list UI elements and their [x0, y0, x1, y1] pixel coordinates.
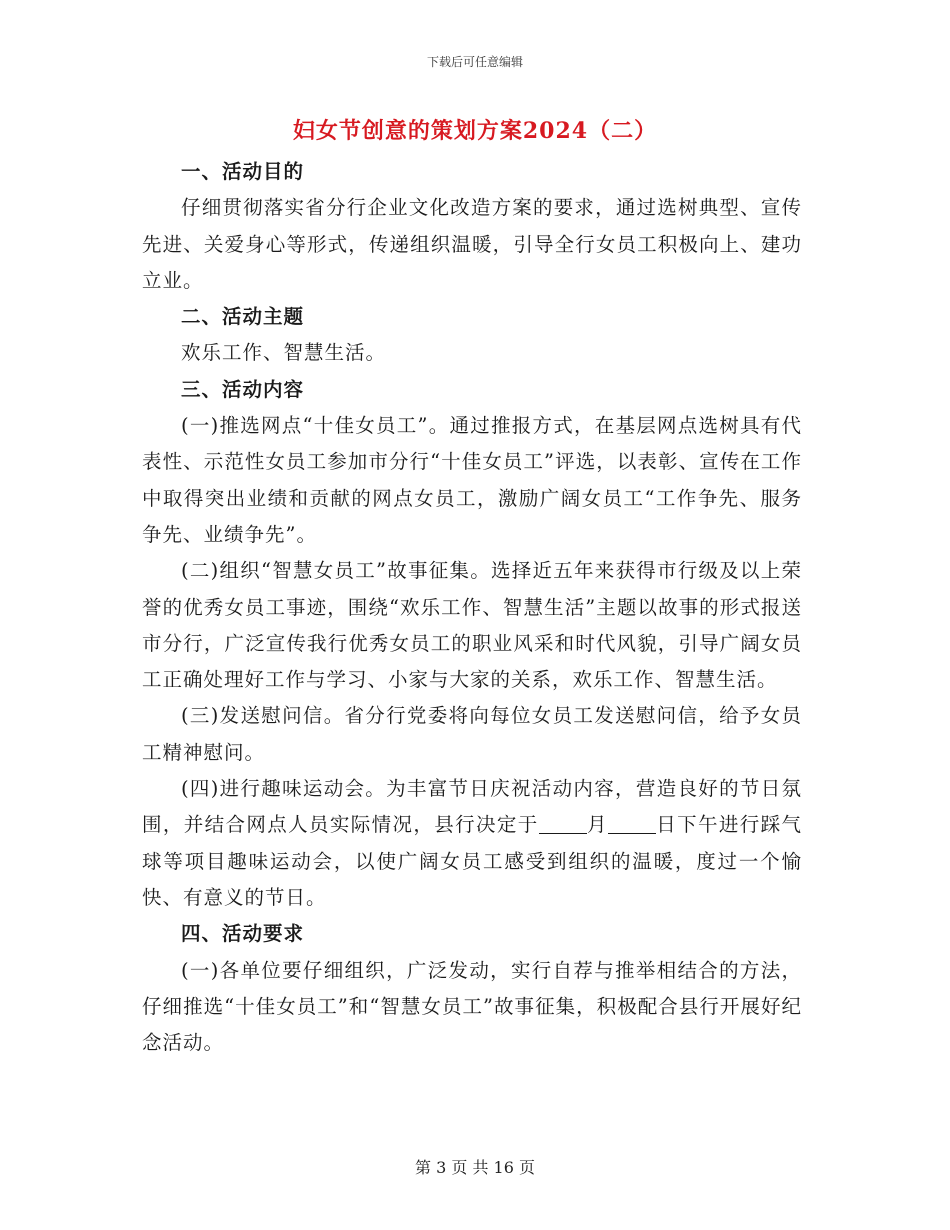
page-number: 第 3 页 共 16 页	[415, 1158, 535, 1177]
paragraph: (一)推选网点“十佳女员工”。通过推报方式，在基层网点选树具有代表性、示范性女员工参加市分行“十佳女员工”评选，以表彰、宣传在工作中取得突出业绩和贡献的网点女员工，激励广阔女员工“工作争先、服务争先、业绩争先”。	[142, 414, 802, 546]
paragraph: (一)各单位要仔细组织，广泛发动，实行自荐与推举相结合的方法，仔细推选“十佳女员工”和“智慧女员工”故事征集，积极配合县行开展好纪念活动。	[142, 958, 802, 1055]
paragraph: (三)发送慰问信。省分行党委将向每位女员工发送慰问信，给予女员工精神慰问。	[142, 704, 802, 764]
paragraph: (二)组织“智慧女员工”故事征集。选择近五年来获得市行级及以上荣誉的优秀女员工事迹，围绕“欢乐工作、智慧生活”主题以故事的形式报送市分行，广泛宣传我行优秀女员工的职业风采和时代风貌，引导广阔女员工正确处理好工作与学习、小家与大家的关系，欢乐工作、智慧生活。	[142, 559, 802, 692]
document-title: 妇女节创意的策划方案2024（二）	[292, 118, 658, 144]
section-heading-requirements: 四、活动要求	[181, 922, 305, 946]
blank-line	[539, 814, 587, 835]
paragraph	[142, 771, 802, 916]
paragraph-text: (四)进行趣味运动会。为丰富节日庆祝活动内容，营造良好的节日氛围，并结合网点人员实际情况，县行决定于	[142, 777, 802, 837]
section-heading-content: 三、活动内容	[181, 377, 305, 401]
section-heading-purpose: 一、活动目的	[181, 160, 305, 183]
section-heading-theme: 二、活动主题	[181, 305, 305, 329]
header-note: 下载后可任意编辑	[426, 55, 523, 69]
paragraph-text: 月	[586, 813, 608, 837]
document-body	[142, 154, 802, 1061]
paragraph: 欢乐工作、智慧生活。	[181, 341, 387, 365]
paragraph-text: 日下午进行踩气球等项目趣味运动会，以使广阔女员工感受到组织的温暖，度过一个愉快、有意义的节日。	[142, 813, 802, 909]
blank-line	[608, 814, 656, 835]
paragraph: 仔细贯彻落实省分行企业文化改造方案的要求，通过选树典型、宣传先进、关爱身心等形式，传递组织温暖，引导全行女员工积极向上、建功立业。	[142, 196, 802, 292]
